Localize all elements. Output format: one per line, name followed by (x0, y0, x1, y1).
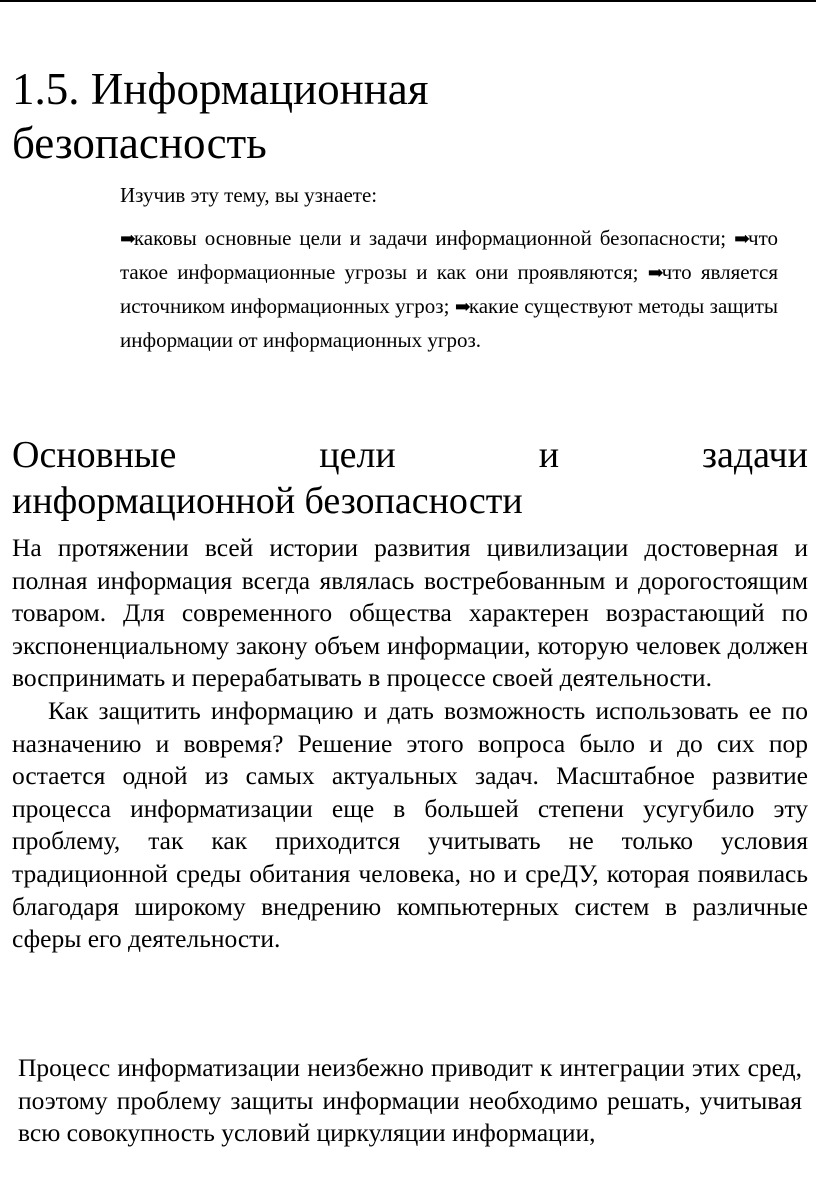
bullet-item: какие существуют методы защиты информации от информационных угроз. (120, 294, 778, 352)
bullet-item: что такое информационные угрозы и как они проявляются; (120, 226, 779, 284)
arrow-bullet-icon: ➡ (647, 263, 662, 284)
arrow-bullet-icon: ➡ (120, 229, 134, 250)
arrow-bullet-icon: ➡ (454, 297, 469, 318)
intro-lead: Изучив эту тему, вы узнаете: (120, 183, 378, 207)
heading-word: задачи (701, 434, 808, 476)
section-heading-line1 (12, 432, 808, 478)
page-title (12, 62, 792, 170)
bullet-item: что является источником информационных угроз; (120, 260, 778, 318)
title-line2: безопасность (12, 118, 267, 168)
heading-word: Основные (12, 434, 177, 476)
paragraph-2: Как защитить информацию и дать возможность использовать ее по назначению и вовремя? Решение этого вопроса было и до сих пор остается одной из самых актуальных задач. Масштабное развитие процесса информатизации еще в большей степени усугубило эту проблему, так как приходится учитывать не только условия традиционной среды обитания человека, но и среДУ, которая появилась благодаря широкому внедрению компьютерных систем в различные сферы его деятельности. (12, 695, 808, 954)
arrow-bullet-icon: ➡ (734, 229, 749, 250)
heading-word: цели (319, 434, 396, 476)
top-rule (0, 0, 816, 2)
section-heading (12, 432, 808, 524)
bullet-item: каковы основные цели и задачи информационной безопасности; (133, 226, 727, 250)
body-text (12, 532, 808, 956)
bullet-list (120, 222, 778, 356)
section-heading-line2: информационной безопасности (12, 480, 523, 522)
paragraph-1: На протяжении всей истории развития цивилизации достоверная и полная информация всегда являлась востребованным и дорогостоящим товаром. Для современного общества характерен возрастающий по экспоненциальному закону объем информации, которую человек должен воспринимать и перерабатывать в процессе своей деятельности. (12, 533, 808, 693)
intro-block (120, 180, 778, 356)
heading-word: и (538, 434, 560, 476)
title-line1: 1.5. Информационная (12, 64, 429, 114)
paragraph-3: Процесс информатизации неизбежно приводит к интеграции этих сред, поэтому проблему защиты информации необходимо решать, учитывая всю совокупность условий циркуляции информации, (18, 1053, 802, 1148)
